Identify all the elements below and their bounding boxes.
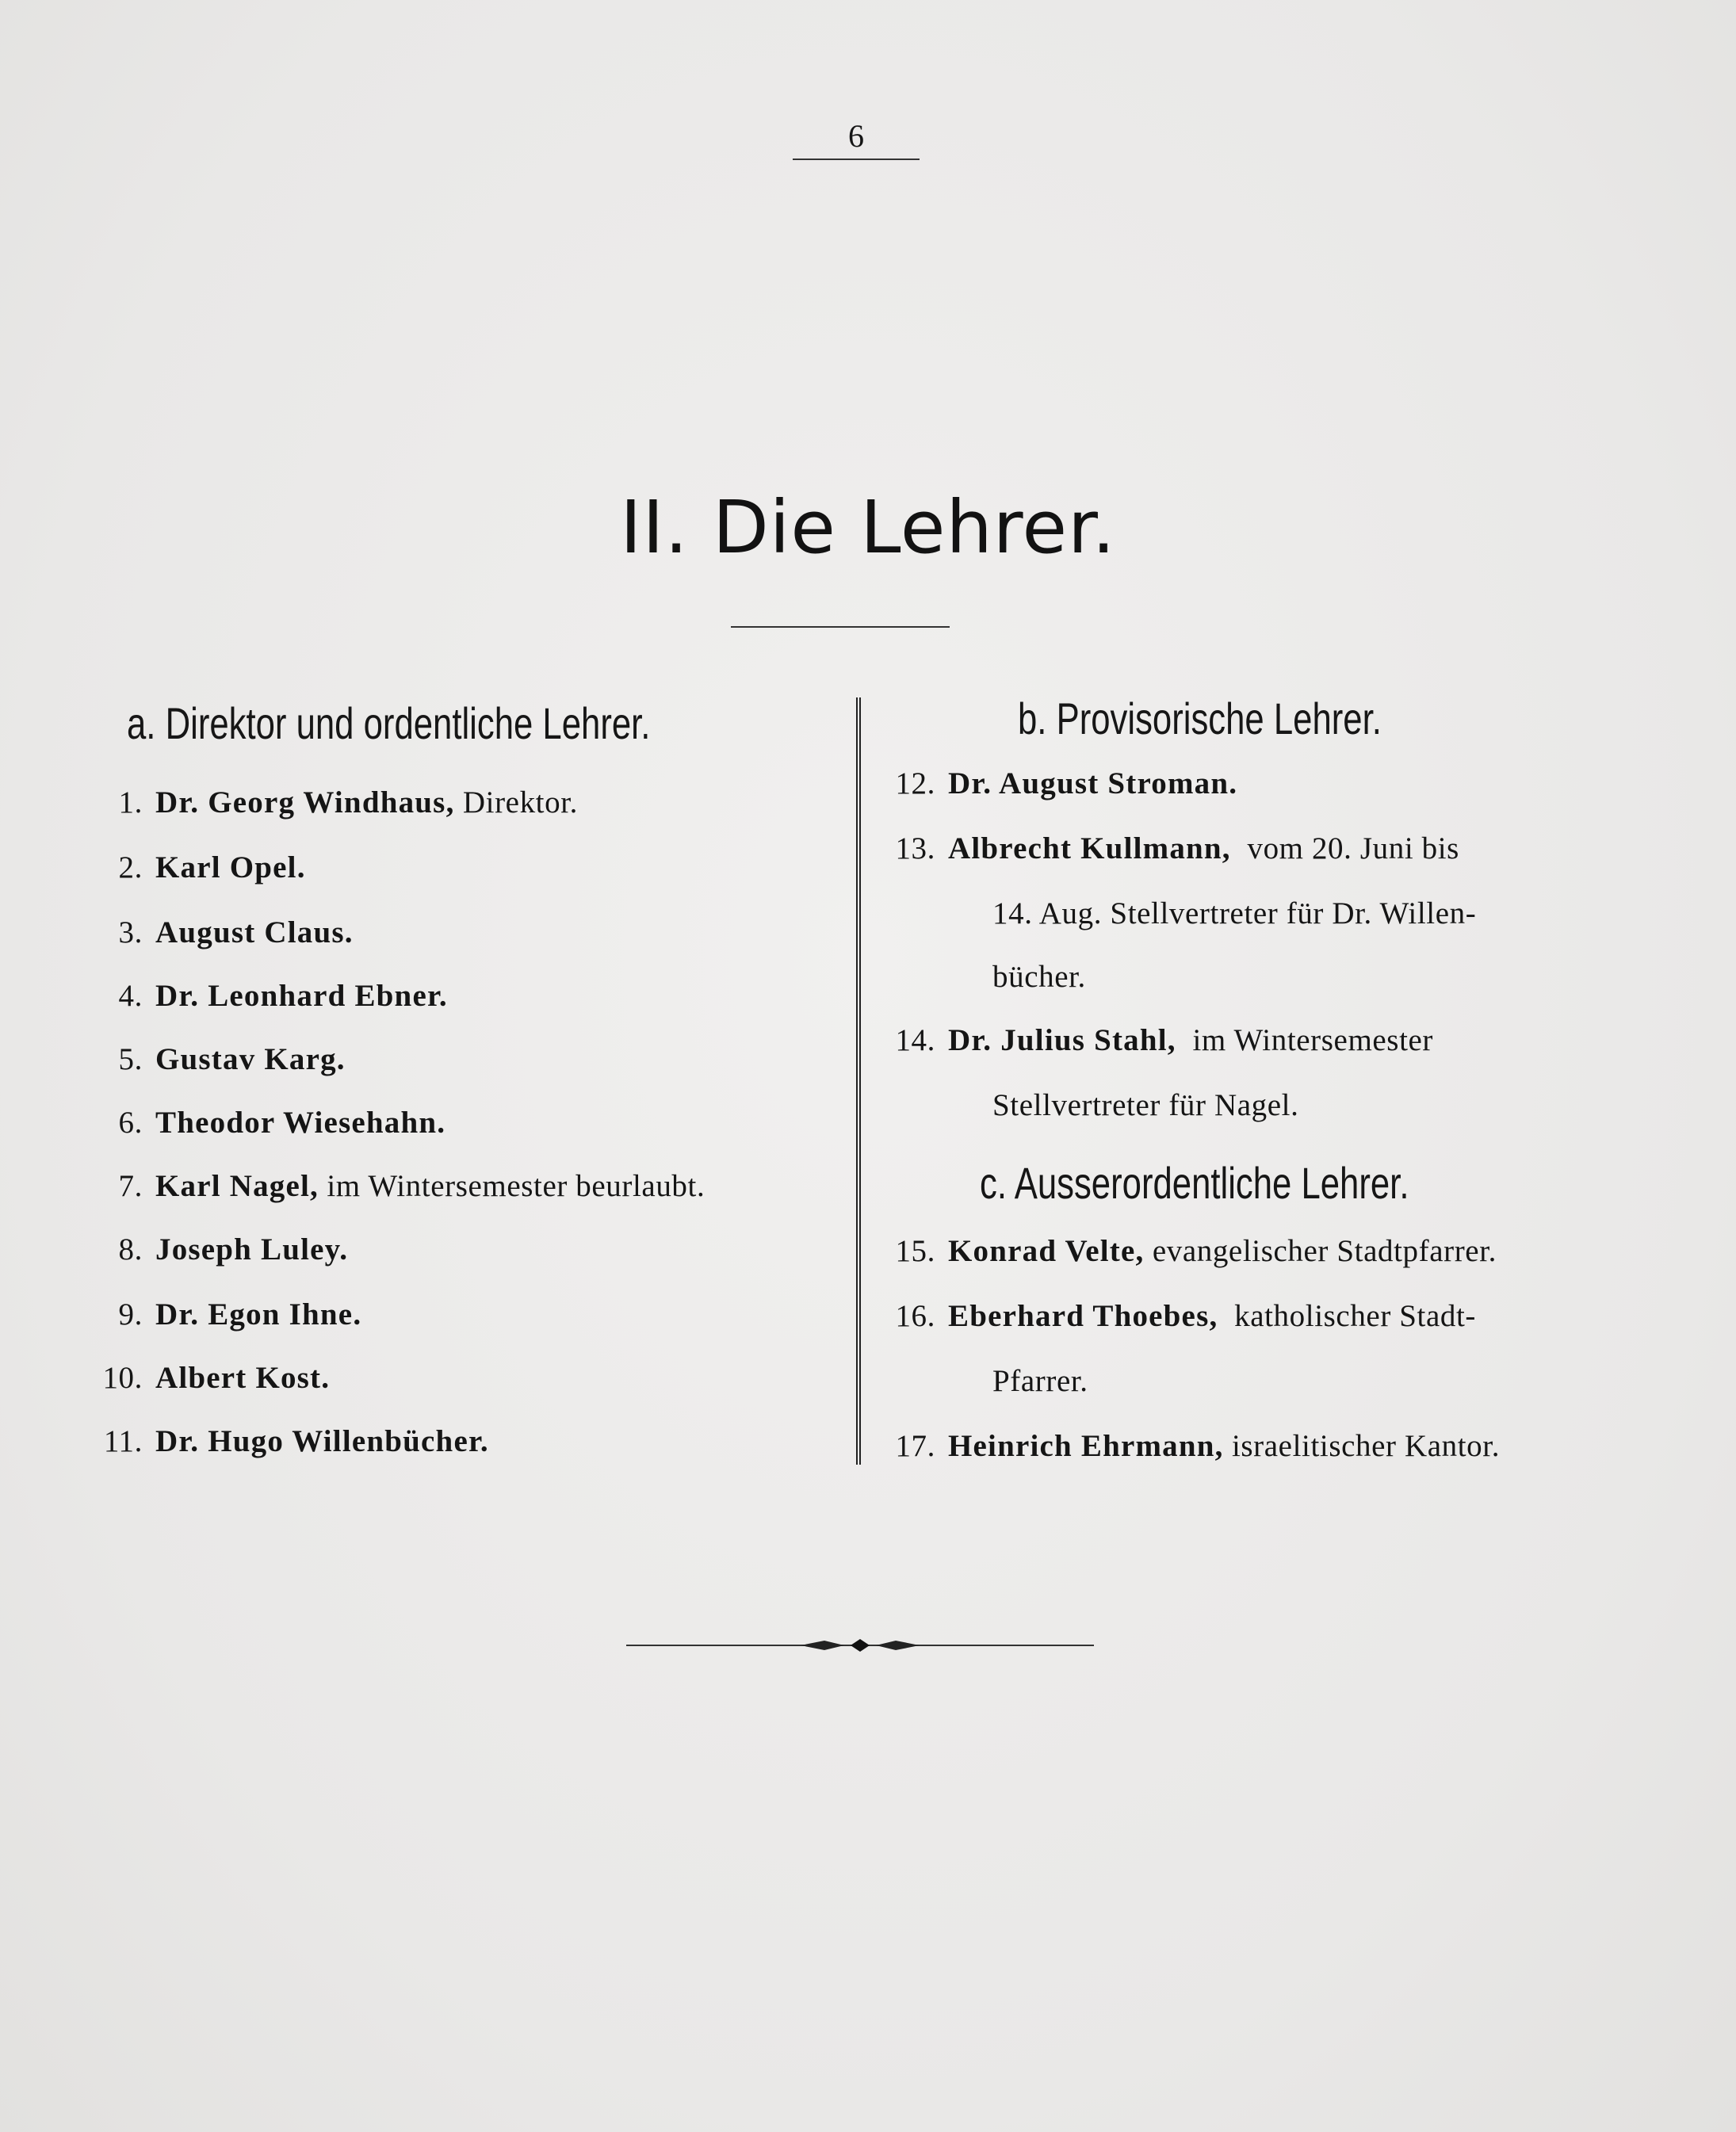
entry-number: 6. <box>118 1106 143 1140</box>
teacher-entry <box>87 915 354 950</box>
column-divider <box>856 697 861 1465</box>
teacher-entry <box>888 831 1459 866</box>
ornament-rule <box>626 1630 1094 1661</box>
heading-ordinary-teachers: a. Direktor und ordentliche Lehrer. <box>127 698 651 748</box>
teacher-note: katholischer Stadt- <box>1234 1299 1477 1333</box>
entry-number: 11. <box>103 1424 143 1458</box>
teacher-entry <box>87 850 306 885</box>
teacher-name: Heinrich Ehrmann, <box>948 1429 1224 1463</box>
entry-number: 10. <box>102 1361 143 1395</box>
teacher-entry <box>87 1360 330 1396</box>
entry-number: 16. <box>895 1299 935 1333</box>
section-title: II. Die Lehrer. <box>620 485 1116 570</box>
teacher-entry <box>87 785 578 820</box>
teacher-name: Albrecht Kullmann, <box>948 831 1231 865</box>
teacher-entry <box>87 1423 489 1459</box>
entry-number: 9. <box>118 1297 143 1332</box>
title-rule <box>731 626 950 628</box>
entry-number: 13. <box>895 831 935 865</box>
entry-number: 3. <box>118 915 143 949</box>
teacher-name: August Claus. <box>155 915 354 949</box>
teacher-name: Joseph Luley. <box>155 1232 349 1267</box>
teacher-name: Karl Opel. <box>155 850 306 885</box>
teacher-note: im Wintersemester beurlaubt. <box>327 1169 705 1203</box>
teacher-name: Dr. Hugo Willenbücher. <box>155 1424 489 1458</box>
entry-number: 2. <box>118 850 143 885</box>
teacher-note: vom 20. Juni bis <box>1247 831 1459 865</box>
teacher-entry <box>87 1168 705 1204</box>
entry-continuation: 14. Aug. Stellvertreter für Dr. Willen- <box>992 896 1477 930</box>
entry-number: 7. <box>118 1169 143 1203</box>
teacher-name: Dr. Julius Stahl, <box>948 1023 1176 1057</box>
teacher-name: Dr. August Stroman. <box>948 766 1238 800</box>
entry-continuation: Stellvertreter für Nagel. <box>992 1088 1299 1122</box>
teacher-entry <box>87 1105 445 1141</box>
teacher-entry <box>87 978 448 1014</box>
entry-number: 17. <box>895 1429 935 1463</box>
teacher-name: Albert Kost. <box>155 1361 331 1395</box>
teacher-name: Karl Nagel, <box>155 1169 319 1203</box>
entry-number: 12. <box>895 766 935 800</box>
entry-number: 4. <box>118 979 143 1013</box>
teacher-note: evangelischer Stadtpfarrer. <box>1152 1234 1497 1268</box>
teacher-entry <box>888 766 1237 801</box>
teacher-entry <box>888 1298 1476 1334</box>
teacher-name: Theodor Wiesehahn. <box>155 1106 446 1140</box>
entry-continuation: bücher. <box>992 960 1086 994</box>
entry-number: 5. <box>118 1042 143 1076</box>
teacher-entry <box>888 1233 1497 1269</box>
teacher-entry <box>888 1022 1433 1058</box>
entry-number: 1. <box>118 785 143 820</box>
teacher-name: Gustav Karg. <box>155 1042 346 1076</box>
entry-number: 15. <box>895 1234 935 1268</box>
teacher-name: Dr. Georg Windhaus, <box>155 785 455 820</box>
teacher-name: Dr. Leonhard Ebner. <box>155 979 448 1013</box>
teacher-name: Dr. Egon Ihne. <box>155 1297 362 1332</box>
page-number: 6 <box>848 118 864 154</box>
heading-extraordinary-teachers: c. Ausserordentliche Lehrer. <box>980 1158 1409 1208</box>
teacher-name: Eberhard Thoebes, <box>948 1299 1218 1333</box>
teacher-name: Konrad Velte, <box>948 1234 1145 1268</box>
teacher-entry <box>87 1041 346 1077</box>
entry-number: 14. <box>895 1023 935 1057</box>
teacher-entry <box>888 1428 1500 1464</box>
teacher-entry <box>87 1297 361 1332</box>
heading-provisional-teachers: b. Provisorische Lehrer. <box>1018 693 1382 743</box>
teacher-note: im Wintersemester <box>1192 1023 1434 1057</box>
teacher-note: israelitischer Kantor. <box>1231 1429 1501 1463</box>
page-number-rule <box>793 159 920 160</box>
entry-number: 8. <box>118 1232 143 1267</box>
entry-continuation: Pfarrer. <box>992 1364 1088 1398</box>
teacher-note: Direktor. <box>462 785 578 820</box>
teacher-entry <box>87 1232 348 1267</box>
